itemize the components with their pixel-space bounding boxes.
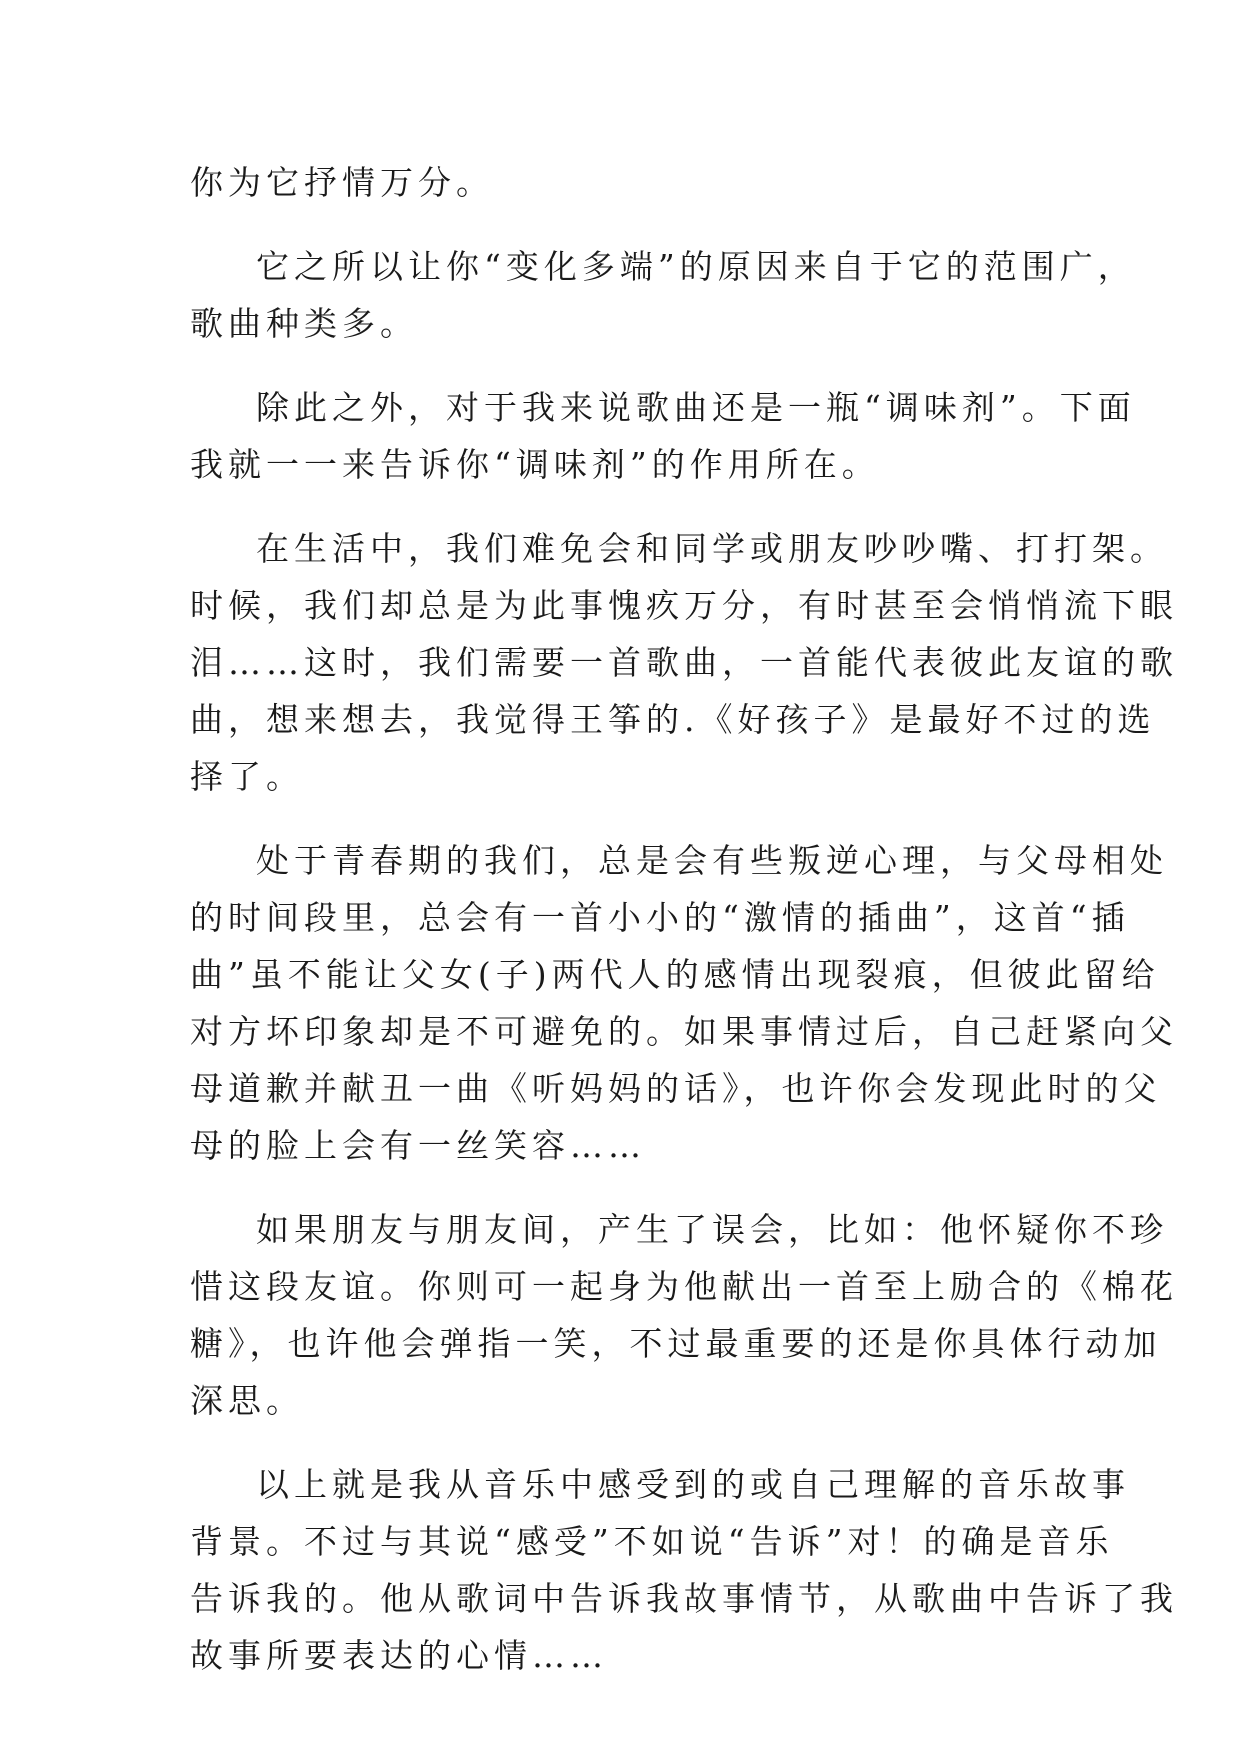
paragraph [190, 520, 1178, 805]
paragraph [190, 1201, 1178, 1429]
paragraph [190, 154, 1070, 211]
text-line: 你为它抒情万分。 [190, 163, 494, 202]
document-body [190, 154, 1178, 1684]
paragraph-gap [190, 352, 1070, 379]
text-line: 告诉我的。他从歌词中告诉我故事情节，从歌曲中告诉了我 [190, 1579, 1178, 1618]
paragraph [190, 832, 1178, 1174]
text-line: 背景。不过与其说“感受”不如说“告诉”对！的确是音乐 [190, 1522, 1114, 1561]
paragraph [190, 238, 1136, 352]
text-line: 如果朋友与朋友间，产生了误会，比如：他怀疑你不珍 [256, 1210, 1168, 1249]
paragraph-gap [190, 1429, 1070, 1456]
text-line: 处于青春期的我们，总是会有些叛逆心理，与父母相处 [256, 841, 1168, 880]
text-line: 对方坏印象却是不可避免的。如果事情过后，自己赶紧向父 [190, 1012, 1178, 1051]
text-line: 我就一一来告诉你“调味剂”的作用所在。 [190, 445, 880, 484]
text-line: 择了。 [190, 757, 304, 796]
text-line: 除此之外，对于我来说歌曲还是一瓶“调味剂”。下面 [256, 388, 1136, 427]
text-line: 在生活中，我们难免会和同学或朋友吵吵嘴、打打架。 [256, 529, 1168, 568]
paragraph-gap [190, 1174, 1070, 1201]
text-line: 它之所以让你“变化多端”的原因来自于它的范围广， [256, 247, 1136, 286]
text-line: 曲”虽不能让父女(子)两代人的感情出现裂痕，但彼此留给 [190, 955, 1160, 994]
text-line: 泪……这时，我们需要一首歌曲，一首能代表彼此友谊的歌 [190, 643, 1178, 682]
text-line: 歌曲种类多。 [190, 304, 418, 343]
text-line: 的时间段里，总会有一首小小的“激情的插曲”，这首“插 [190, 898, 1130, 937]
text-line: 以上就是我从音乐中感受到的或自己理解的音乐故事 [256, 1465, 1130, 1504]
text-line: 惜这段友谊。你则可一起身为他献出一首至上励合的《棉花 [190, 1267, 1178, 1306]
text-line: 曲，想来想去，我觉得王筝的.《好孩子》是最好不过的选 [190, 700, 1156, 739]
paragraph-gap [190, 211, 1070, 238]
paragraph [190, 1456, 1178, 1684]
paragraph [190, 379, 1136, 493]
text-line: 深思。 [190, 1381, 304, 1420]
text-line: 母道歉并献丑一曲《听妈妈的话》，也许你会发现此时的父 [190, 1069, 1162, 1108]
paragraph-gap [190, 805, 1070, 832]
text-line: 时候，我们却总是为此事愧疚万分，有时甚至会悄悄流下眼 [190, 586, 1178, 625]
text-line: 故事所要表达的心情…… [190, 1636, 608, 1675]
text-line: 糖》，也许他会弹指一笑，不过最重要的还是你具体行动加 [190, 1324, 1162, 1363]
paragraph-gap [190, 493, 1070, 520]
text-line: 母的脸上会有一丝笑容…… [190, 1126, 646, 1165]
